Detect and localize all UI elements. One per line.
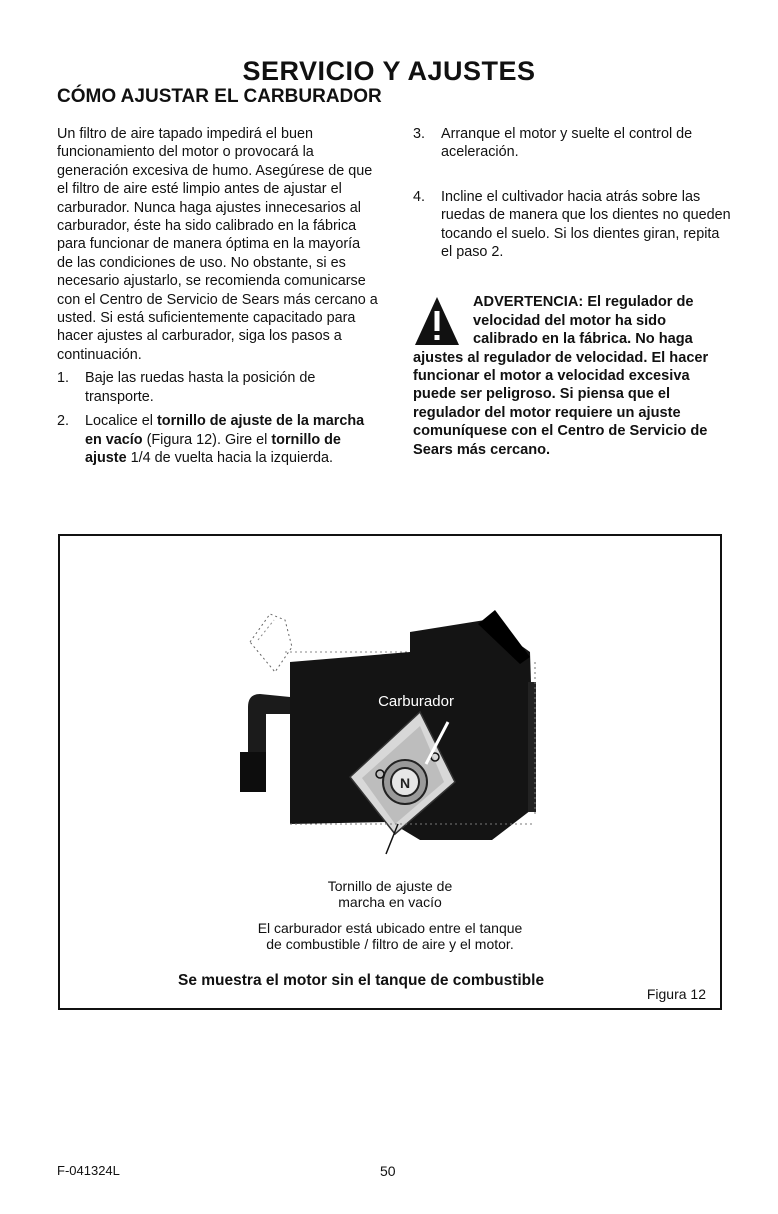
- figure-label: Figura 12: [646, 986, 706, 1002]
- callout-line-1: Tornillo de ajuste de: [327, 878, 453, 894]
- engine-illustration: [230, 602, 550, 872]
- warning-triangle-icon: [413, 295, 461, 347]
- note-line-1: El carburador está ubicado entre el tanque: [257, 920, 523, 936]
- step-2-text-a: Localice el: [85, 413, 157, 430]
- figure-note: [60, 920, 720, 952]
- step-2-number: 2.: [57, 413, 70, 430]
- intro-paragraph: Un filtro de aire tapado impedirá el buen funcionamiento del motor o provocará la generación excesiva de humo. Asegúrese de que el filtro de aire esté limpio antes de ajustar el carburador. Nunca haga ajustes innecesarios al carburador, éste ha sido calibrado en la fábrica para funcionar de manera óptima en la mayoría de las condiciones de uso. No obstante, si es necesario ajustarlo, se recomienda comunicarse con el Centro de Servicio de Sears más cercano a usted. Si está suficientemente capacitado para hacer ajustes al carburador, siga los pasos a continuación.: [57, 126, 378, 363]
- section-title: CÓMO AJUSTAR EL CARBURADOR: [57, 86, 382, 107]
- page-number: 50: [380, 1163, 396, 1179]
- note-line-2: de combustible / filtro de aire y el motor.: [266, 936, 514, 952]
- step-2: [57, 412, 379, 467]
- step-1-text: Baje las ruedas hasta la posición de transporte.: [85, 370, 316, 405]
- step-2-text: [85, 412, 379, 467]
- page-title: SERVICIO Y AJUSTES: [242, 56, 536, 86]
- left-column: [57, 125, 379, 473]
- svg-text:N: N: [399, 775, 411, 791]
- warning-block: [413, 293, 733, 459]
- callout-line-2: marcha en vacío: [338, 894, 442, 910]
- idle-screw-callout: [60, 878, 720, 910]
- step-4-text: Incline el cultivador hacia atrás sobre las ruedas de manera que los dientes no queden tocando el suelo. Si los dientes giran, repita el paso 2.: [441, 188, 731, 261]
- step-3-number: 3.: [413, 126, 426, 142]
- figure-caption: Se muestra el motor sin el tanque de combustible: [178, 972, 545, 989]
- step-2-bold-screw: tornillo de ajuste: [85, 431, 341, 466]
- step-3: [413, 125, 733, 162]
- step-2-bold-idle-screw: tornillo de ajuste de la marcha en vacío: [85, 413, 365, 448]
- step-3-text: Arranque el motor y suelte el control de aceleración.: [441, 126, 693, 161]
- step-4-number: 4.: [413, 188, 426, 205]
- step-2-text-e: 1/4 de vuelta hacia la izquierda.: [126, 449, 333, 466]
- document-code: F-041324L: [57, 1163, 120, 1178]
- warning-text: ADVERTENCIA: El regulador de velocidad del motor ha sido calibrado en la fábrica. No haga ajustes al regulador de velocidad. El hacer funcionar el motor a velocidad excesiva puede ser peligroso. Si piensa que el regulador del motor requiere un ajuste comuníquese con el Centro de Servicio de Sears más cercano.: [413, 294, 709, 458]
- step-1-number: 1.: [57, 370, 70, 387]
- step-2-text-c: (Figura 12). Gire el: [142, 431, 272, 448]
- figure-12: [58, 534, 722, 1010]
- right-column: [413, 125, 733, 459]
- carburetor-label: Carburador: [378, 693, 454, 710]
- step-4: [413, 188, 733, 262]
- step-1: [57, 369, 379, 406]
